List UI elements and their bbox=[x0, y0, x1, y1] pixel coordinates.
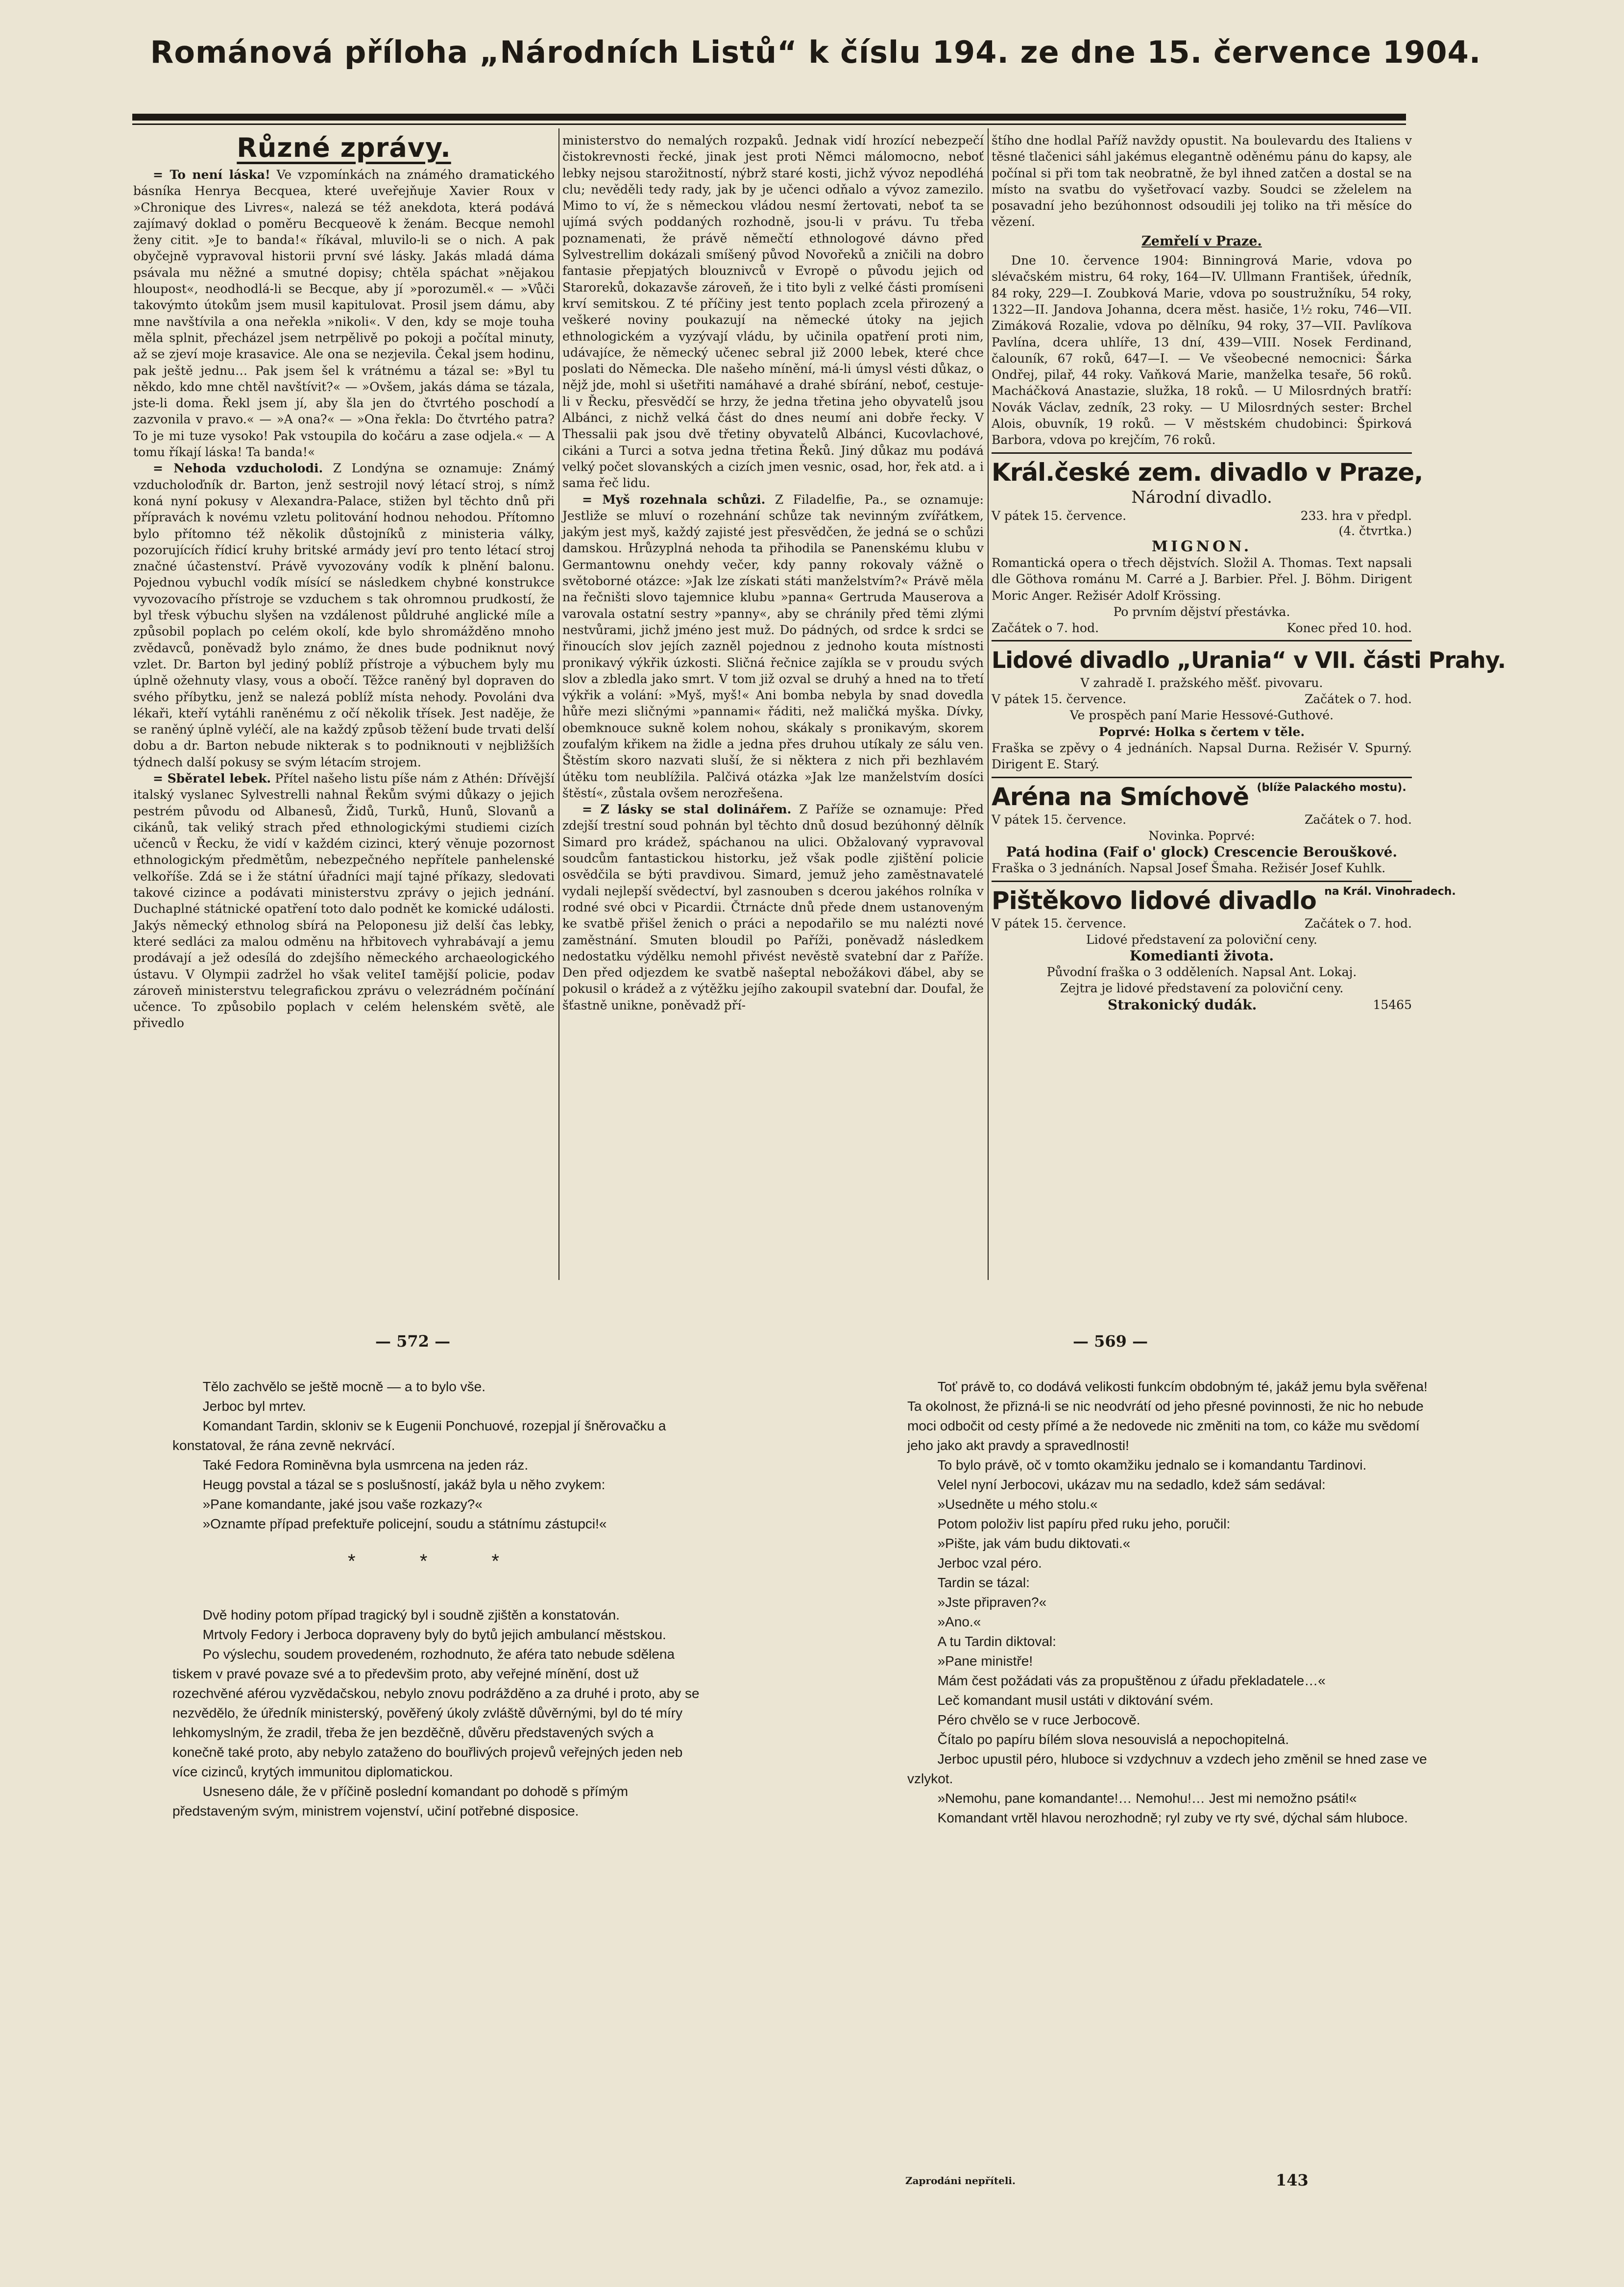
story-paragraph: Po výslechu, soudem provedeném, rozhodnuto, že aféra tato nebude sdělena tiskem v pravé povaze své a to předevšim proto, aby veřejné mínění, dost už rozechvěné aférou vyzvědačskou, nebylo znovu podrážděno a za druhé i proto, aby se nezvědělo, že úředník ministerský, pověřený úkoly zvláště důvěrnými, byl do té míry lehkomyslným, že zradil, třeba že jen bezděčně, důvěru představených svých a konečně také proto, aby nebylo zataženo do bouřlivých projevů veřejných jeden neb více cizinců, krytých immunitou diplomatickou. bbox=[172, 1647, 700, 1779]
story-paragraph: Dvě hodiny potom případ tragický byl i soudně zjištěn a konstatován. bbox=[202, 1607, 620, 1623]
story-paragraph: »Oznamte případ prefektuře policejní, soudu a státnímu zástupci!« bbox=[202, 1516, 607, 1531]
footer-page-number: 143 bbox=[1276, 2171, 1309, 2189]
theatre-row: V pátek 15. července. Začátek o 7. hod. bbox=[992, 812, 1412, 827]
story-paragraph: Leč komandant musil ustáti v diktování svém. bbox=[937, 1693, 1213, 1708]
story-paragraph: Velel nyní Jerbocovi, ukázav mu na sedadlo, kdež sám sedával: bbox=[937, 1477, 1326, 1492]
news-item: = Nehoda vzducholodi. Z Londýna se oznamuje: Známý vzducholoďník dr. Barton, jenž sestrojil nový létací stroj, s nímž koná nyní pokusy v Alexandra-Palace, stižen byl těchto dnů při přípravách k novému vzletu politování hodnou nehodou. Přítomno bylo přítomno též několik důstojníků z ministeria války, pozorujících řídicí kruhy britské armády jeví pro tento létací stroj značné účastenství. Právě vyvozovány vodík k plnění balonu. Pojednou vybuchl vodík mísící se následkem chybné konstrukce vyvozovacího přístroje se vzduchem s tak ohromnou prudkostí, že byl třesk výbuchu slyšen na vzdálenost půldruhé anglické míle a způsobil poplach po celém okolí, kde bylo shromážděno mnoho zvědavců, poněvadž bylo známo, že dnes bude podniknut nový vzlet. Dr. Barton byl jediný poblíž přístroje a výbuchem byly mu úplně ožehnuty vlasy, vous a obočí. Těžce raněný byl dopraven do svého příbytku, jenž se nalezá poblíž místa nehody. Povoláni dva lékaři, kteří vytáhli raněnému z očí několik třísek. Jest naděje, že se raněný úplně vyléčí, ale na každý způsob těžení bude trvati delší dobu a dr. Barton nebude nikterak s to podniknouti v nejbližších týdnech další pokusy se svým létacím strojem. bbox=[133, 461, 555, 769]
story-paragraph: Toť právě to, co dodává velikosti funkcím obdobným té, jakáž jemu byla svěřena! Ta okolnost, že přizná-li se nic neodvrátí od jeho přesné povinnosti, že nic ho nebude moci odbočit od cesty přímé a že nedovede nic změniti na tom, co káže mu svědomí jeho jako akt pravdy a spravedlnosti! bbox=[907, 1379, 1428, 1453]
divider bbox=[992, 452, 1412, 454]
theatre-subtitle: Národní divadlo. bbox=[1131, 487, 1272, 507]
theatre-row: V pátek 15. července. 233. hra v předpl. bbox=[992, 508, 1412, 523]
news-column-1 bbox=[133, 132, 555, 1279]
news-item: štího dne hodlal Paříž navždy opustit. Na boulevardu des Italiens v těsné tlačenici sáhl jakémus elegantně oděnému pánu do kapsy, ale počínal si při tom tak neobratně, že byl ihned zatčen a dostal se na místo na svatbu do vyšetřovací vazby. Soudci se zželelem na posavadní jeho bezúhonnost odsoudili jej toliko na tři měsíce do vězení. bbox=[992, 133, 1412, 229]
story-paragraph: »Pane komandante, jaké jsou vaše rozkazy?« bbox=[202, 1497, 483, 1512]
column-rule bbox=[988, 128, 989, 1280]
story-paragraph: »Nemohu, pane komandante!… Nemohu!… Jest mi nemožno psáti!« bbox=[937, 1791, 1357, 1806]
theatre-row: Začátek o 7. hod. Konec před 10. hod. bbox=[992, 621, 1412, 636]
theatre-national-title: Král.české zem. divadlo v Praze, bbox=[992, 458, 1423, 487]
news-item: = Myš rozehnala schůzi. Z Filadelfie, Pa., se oznamuje: Jestliže se mluví o rozehnání schůze tak nevinným zvířátkem, jakým jest myš, každý zajisté jest přesvědčen, že jedná se o schůzi damskou. Hrůzyplná nehoda ta přihodila se Panenskému klubu v Germantownu onehdy večer, kdy panny rokovaly vážně o světoborné otázce: »Jak lze získati státi manželstvím?« Právě měla na řečništi slovo tajemnice klubu »panna« Gertruda Mauserova a varovala ostatní sestry »panny«, aby se chránily před těmi zlými nestvůrami, jichž jméno jest muž. Do pádných, od srdce k srdci se řinoucích slov jejích zazněl pojednou z jednoho kouta místnosti pronikavý výkřik úzkosti. Sličná řečnice zajíkla se v proudu svých slov a zbledla jako smrt. V tom již ozval se druhý a hned na to třetí výkřik a volání: »Myš, myš!« Ani bomba nebyla by snad dovedla hůře mezi sličnými »pannami« řáditi, než maličká myška. Dívky, obemknouce sukně kolem nohou, skákaly s pronikavým, skorem zoufalým křikem na židle a jedna přes druhou utíkaly ze sálu ven. Štěstím skoro nazvati sluší, že si některa z nich při bezhlavém útěku tom neublížila. Palčivá otázka »Jak lze manželstvím dosíci štěstí«, zůstala ovšem nerozřešena. bbox=[562, 492, 984, 800]
theatre-urania-title: Lidové divadlo „Urania“ v VII. části Prahy. bbox=[992, 647, 1506, 674]
play-description: Fraška o 3 jednáních. Napsal Josef Šmaha. Režisér Josef Kuhlk. bbox=[992, 861, 1386, 876]
page-number-right: — 569 — bbox=[1073, 1332, 1148, 1351]
notices-column bbox=[992, 132, 1506, 1279]
theatre-arena-title: Aréna na Smíchově (blíže Palackého mostu). bbox=[992, 781, 1406, 811]
masthead-rule bbox=[132, 114, 1406, 121]
play-pause: Po prvním dějství přestávka. bbox=[1113, 604, 1290, 619]
story-paragraph: »Ano.« bbox=[937, 1614, 981, 1629]
theatre-subtitle: V zahradě I. pražského měšť. pivovaru. bbox=[1080, 676, 1323, 690]
masthead: Románová příloha „Národních Listů“ k číslu 194. ze dne 15. července 1904. bbox=[150, 34, 1481, 70]
news-item: ministerstvo do nemalých rozpaků. Jednak vidí hrozící nebezpečí čistokrevnosti řecké, jinak jest proti Němci málomocno, neboť lebky nejsou starožitností, nýbrž staré kosti, jichž vývoz nepodléhá clu; nevěděli tedy rady, jak by je učenci odňalo a vývoz zamezilo. Mimo to ví, že s německou vládou nesmí žertovati, neboť ta se ujímá svých poddaných rozhodně, jsou-li v právu. Tu třeba poznamenati, že právě němečtí ethnologové dávno před Sylvestrellim dokázali smíšený původ Novořeků a zničili na dobro fantasie přepjatých blouznivců v Evropě o původu jejich od Staroreků, dokazavše zároveň, že i tito byli z velké části promíseni krví semitskou. Z té příčiny jest tento poplach zcela přirozený a veškeré noviny poukazují na německé útoky na jejich ethnologickém a vyzývají vládu, by učinila opatření proti nim, udávajíce, že německý učenec sebral již 2000 lebek, které chce poslati do Německa. Dle našeho mínění, má-li úmysl vésti důkaz, o nějž jde, mohl si ušetřiti namáhavé a drahé sbírání, neboť, cestuje-li v Řecku, přesvědčí se hrzy, že jedna třetina jeho obyvatelů jsou Albánci, z nichž velká část do dnes neumí ani dobře řecky. V Thessalii pak jsou dvě třetiny obyvatelů Albánci, Kucovlachové, cikáni a Turci a sotva jedna třetina Řeků. Jiný důkaz mu podává velký počet slovanských a cizích jmen vesnic, osad, hor, řek atd. a i sama řeč lidu. bbox=[562, 133, 984, 491]
story-paragraph: Čítalo po papíru bílém slova nesouvislá a nepochopitelná. bbox=[937, 1732, 1289, 1747]
news-column-2 bbox=[562, 132, 984, 1279]
story-right-page bbox=[907, 1377, 1444, 1828]
theatre-pistek-title: Pištěkovo lidové divadlo na Král. Vinohradech. bbox=[992, 885, 1456, 915]
play-title: MIGNON. bbox=[1151, 538, 1252, 555]
story-paragraph: Také Fedora Rominěvna byla usmrcena na jeden ráz. bbox=[202, 1457, 529, 1473]
deaths-list: Dne 10. července 1904: Binningrová Marie, vdova po slévačském mistru, 64 roky, 164—IV. Ullmann František, úředník, 84 roky, 229—I. Zoubková Marie, vdova po soustružníku, 54 roky, 1322—II. Jandova Johanna, dcera měst. hasiče, 1½ roku, 746—VII. Zimáková Rozalie, vdova po dělníku, 94 roky, 37—VII. Pavlíkova Pavlína, dcera uhlíře, 13 dní, 439—VIII. Nosek Ferdinand, čalouník, 67 roků, 647—I. — Ve všeobecné nemocnici: Šárka Ondřej, pilař, 44 roky. Vaňková Marie, manželka tesaře, 56 roků. Macháčková Anastazie, služka, 18 roků. — U Milosrdných bratří: Novák Václav, zedník, 23 roky. — U Milosrdných sester: Brchel Alois, obuvník, 19 roků. — V městském chudobinci: Špirková Barbora, vdova po krejčím, 76 roků. bbox=[992, 253, 1412, 447]
theatre-row: Strakonický dudák. 15465 bbox=[1108, 996, 1412, 1013]
page-number-left: — 572 — bbox=[375, 1332, 451, 1351]
divider bbox=[992, 881, 1412, 882]
section-break-stars: * * * bbox=[348, 1550, 529, 1572]
story-paragraph: Potom položiv list papíru před ruku jeho, poručil: bbox=[937, 1516, 1231, 1531]
play-title: Poprvé: Holka s čertem v těle. bbox=[1098, 724, 1305, 739]
story-paragraph: Komandant Tardin, skloniv se k Eugenii Ponchuové, rozepjal jí šněrovačku a konstatoval, že rána zevně nekrvácí. bbox=[172, 1418, 666, 1453]
play-title: Patá hodina (Faif o' glock) Crescencie Berouškové. bbox=[1006, 843, 1398, 860]
story-paragraph: Komandant vrtěl hlavou nerozhodně; ryl zuby ve rty své, dýchal sám hluboce. bbox=[937, 1810, 1408, 1825]
footer-story-title: Zaprodáni nepříteli. bbox=[905, 2175, 1016, 2187]
divider bbox=[992, 777, 1412, 778]
story-paragraph: Usneseno dále, že v příčině poslední komandant po dohodě s přímým představeným svým, ministrem vojenství, učiní potřebné disposice. bbox=[172, 1784, 629, 1819]
play-description: Fraška se zpěvy o 4 jednáních. Napsal Durna. Režisér V. Spurný. Dirigent E. Starý. bbox=[992, 741, 1412, 772]
story-paragraph: »Usedněte u mého stolu.« bbox=[937, 1497, 1098, 1512]
masthead-rule-thin bbox=[132, 123, 1406, 125]
news-item: = To není láska! Ve vzpomínkách na známého dramatického básníka Henrya Becquea, které uveřejňuje Xavier Roux v »Chronique des Livres«, nalezá se též anekdota, která podává zajímavý doklad o poměru Becqueově k ženám. Becque nemohl ženy citit. »Je to banda!« říkával, mluvilo-li se o nich. A pak obyčejně vypravoval historii první své lásky. Jakás mladá dáma psávala mu něžné a smutné dopisy; chtěla spáchat »nějakou hloupost«, neodhodlá-li se Becque, aby jí »porozuměl.« — »Vůči takovýmto útokům jsem musil kapitulovat. Prosil jsem dámu, aby mne navštívila a ona neřekla »nikoli«. V den, kdy se moje touha měla splnit, přecházel jsem netrpělivě po pokoji a počítal minuty, až se zjeví moje krasavice. Ale ona se nezjevila. Čekal jsem hodinu, pak ještě jednu… Pak jsem šel k vrátnému a tázal se: »Byl tu někdo, kdo mne chtěl navštívit?« — »Ovšem, jakás dáma se tázala, jste-li doma. Řekl jsem jí, aby šla jen do čtvrtého poschodí a zazvonila v pravo.« — »A ona?« — »Ona řekla: Do čtvrtého patra? To je mi tuze vysoko! Pak vstoupila do kočáru a zase odjela.« — A tomu říkají láska! Ta banda!« bbox=[133, 168, 555, 460]
story-paragraph: Jerboc vzal péro. bbox=[937, 1555, 1042, 1571]
story-paragraph: Jerboc upustil péro, hluboce si vzdychnuv a vzdech jeho změnil se hned zase ve vzlykot. bbox=[907, 1751, 1427, 1786]
theatre-subtitle: Lidové představení za poloviční ceny. bbox=[1086, 932, 1317, 947]
story-paragraph: Mám čest požádati vás za propuštěnou z úřadu překladatele…« bbox=[937, 1673, 1326, 1688]
theatre-row: V pátek 15. července. Začátek o 7. hod. bbox=[992, 692, 1412, 707]
deaths-title: Zemřelí v Praze. bbox=[1141, 233, 1262, 249]
divider bbox=[992, 640, 1412, 641]
theatre-perf-note: (4. čtvrtka.) bbox=[1338, 523, 1412, 538]
story-paragraph: Mrtvoly Fedory i Jerboca dopraveny byly do bytů jejich ambulancí městskou. bbox=[202, 1627, 666, 1642]
story-paragraph: Péro chvělo se v ruce Jerbocově. bbox=[937, 1712, 1140, 1727]
story-paragraph: Jerboc byl mrtev. bbox=[202, 1399, 306, 1414]
story-left-page bbox=[172, 1377, 704, 1821]
story-paragraph: A tu Tardin diktoval: bbox=[937, 1634, 1056, 1649]
story-paragraph: Heugg povstal a tázal se s poslušností, jakáž byla u něho zvykem: bbox=[202, 1477, 606, 1492]
story-paragraph: Tardin se tázal: bbox=[937, 1575, 1030, 1590]
story-paragraph: »Pište, jak vám budu diktovati.« bbox=[937, 1536, 1131, 1551]
story-paragraph: To bylo právě, oč v tomto okamžiku jednalo se i komandantu Tardinovi. bbox=[937, 1457, 1367, 1473]
play-novelty: Novinka. Poprvé: bbox=[1148, 828, 1255, 843]
news-item: = Sběratel lebek. Přítel našeho listu píše nám z Athén: Dřívější italský vyslanec Sylvestrelli nahnal Řekům svými důkazy o jejich pestrém původu od Albanesů, Židů, Turků, Hunů, Slovanů a cikánů, tak veliký strach před ethnologickými studiemi cizích učenců v Řecku, že vidí v každém cizinci, který věnuje pozornost ethnologickým předmětům, nebezpečného nepřítele panhelenské velkoříše. Zdá se i že státní úřadníci mají tajné příkazy, sledovati takové cizince a podávati ministerstvu zprávy o jejich jednání. Duchaplné státnické opatření toto dalo podnět ke komické události. Jakýs německý ethnolog sbírá na Peloponesu již delší čas lebky, které sedláci za malou odměnu na hřbitovech vyhrabávají a jemu prodávají a jež odesílá do zdejšího německého archaeologického ústavu. V Olympii zadržel ho však veliteI tamější policie, podav zároveň ministerstvu telegrafickou zprávu o velezrádném počínání učence. To způsobilo poplach v celém helenském světě, ale přivedlo bbox=[133, 771, 555, 1031]
news-item: = Z lásky se stal dolinářem. Z Paříže se oznamuje: Před zdejší trestní soud pohnán byl těchto dnů dosud bezúhonný dělník Simard pro krádež, spáchanou na ulici. Obžalovaný vypravoval soudcům fantastickou historku, jež však podle zjištění policie osvědčila se býti pravdivou. Simard, jemuž jeho zaměstnavatelé vydali nejlepší svědectví, byl zasnouben s dcerou jakéhos rolníka v rodné své obci v Picardii. Čtrnácte dnů přede dnem ustanoveným ke svatbě přišel ženich o práci a nepodařilo se mu nalézti nové zaměstnání. Smuten bloudil po Paříži, poněvadž následkem nedostatku výdělku nemohl přivést nevěstě svatební dar z Paříže. Den před odjezdem ke svatbě našeptal nebožákovi ďábel, aby se pokusil o krádež a z výtěžku jejího zakoupil svatební dar. Doufal, že šťastně unikne, poněvadž pří- bbox=[562, 802, 984, 1012]
play-description: Zejtra je lidové představení za poloviční ceny. bbox=[1060, 981, 1344, 996]
play-description: Romantická opera o třech dějstvích. Složil A. Thomas. Text napsali dle Göthova románu M. Carré a J. Barbier. Přel. J. Böhm. Dirigent Moric Anger. Režisér Adolf Krössing. bbox=[992, 555, 1412, 603]
theatre-benefit: Ve prospěch paní Marie Hessové-Guthové. bbox=[1069, 708, 1334, 723]
story-paragraph: »Jste připraven?« bbox=[937, 1595, 1047, 1610]
play-description: Původní fraška o 3 odděleních. Napsal Ant. Lokaj. bbox=[1046, 965, 1357, 980]
theatre-row: V pátek 15. července. Začátek o 7. hod. bbox=[992, 916, 1412, 931]
story-paragraph: »Pane ministře! bbox=[937, 1653, 1033, 1669]
column-rule bbox=[558, 128, 559, 1280]
story-paragraph: Tělo zachvělo se ještě mocně — a to bylo vše. bbox=[202, 1379, 485, 1394]
news-title: Různé zprávy. bbox=[237, 132, 451, 163]
play-title: Komedianti života. bbox=[1129, 947, 1274, 964]
